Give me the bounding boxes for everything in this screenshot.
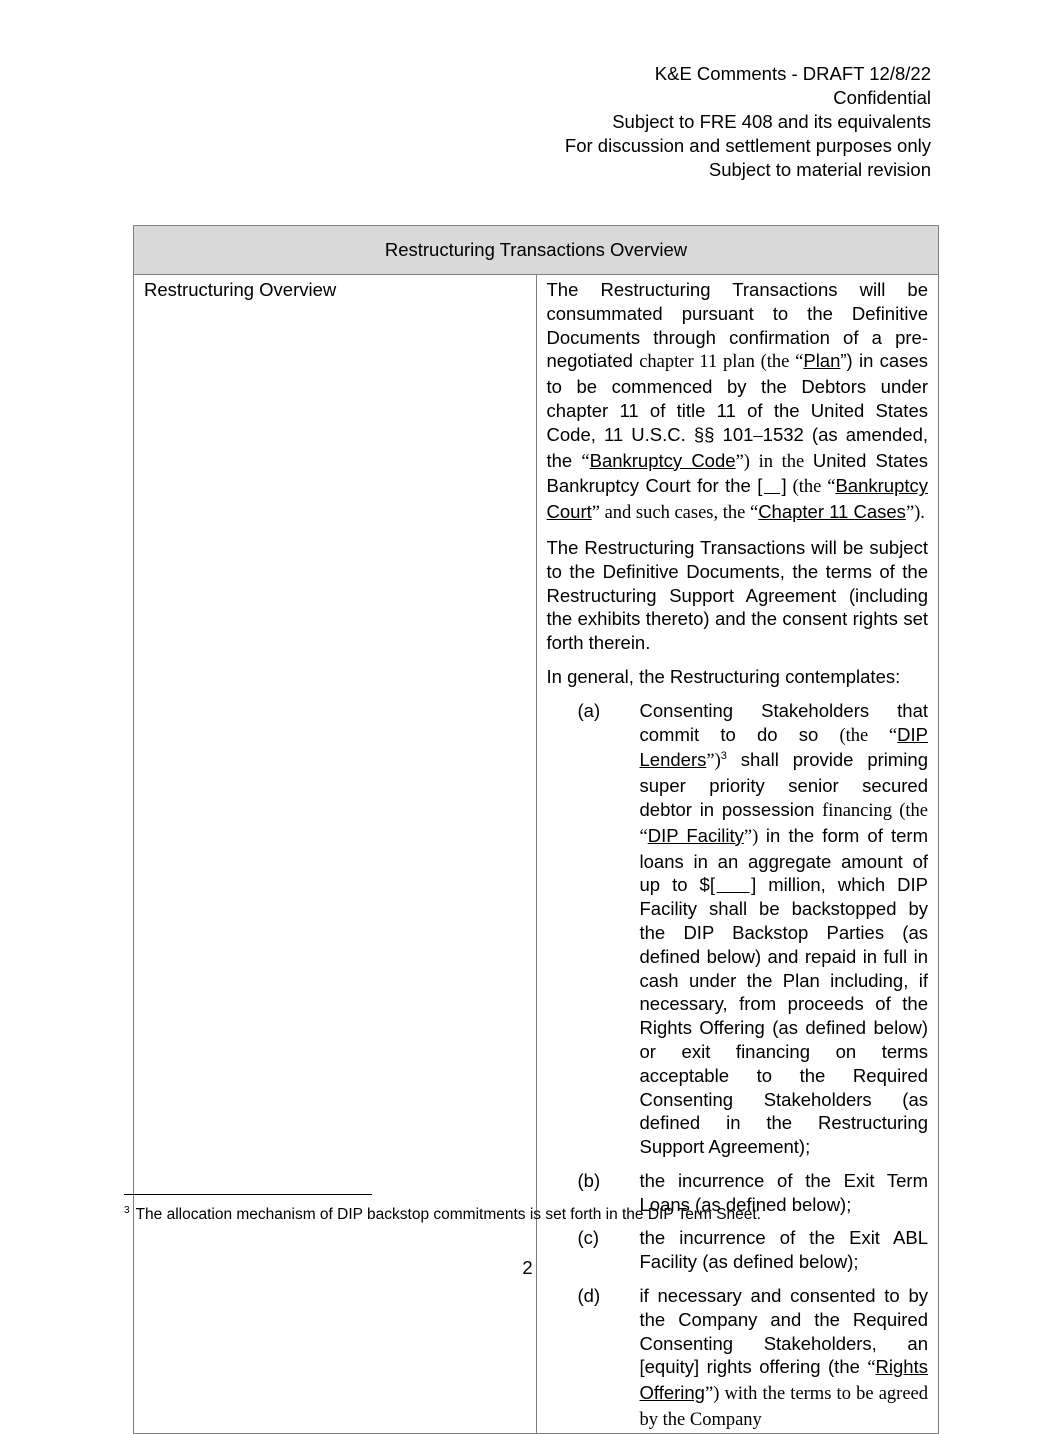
list-item-d	[547, 1284, 929, 1433]
list-text-d: if necessary and consented to by the Company and the Required Consenting Stakeholders, an [equity] rights offering (the “Rights Offering”) with the terms to be agreed by the Company	[639, 1285, 928, 1431]
paragraph-plan: The Restructuring Transactions will be consummated pursuant to the Definitive Documents through confirmation of a pre-negotiated chapter 11 plan (the “Plan”) in cases to be commenced by the Debtors under chapter 11 of title 11 of the United States Code, 11 U.S.C. §§ 101–1532 (as amended, the “Bankruptcy Code”) in the United States Bankruptcy Court for the [ ] (the “Bankruptcy Court” and such cases, the “Chapter 11 Cases”).	[546, 279, 929, 524]
defined-term-dip-facility: DIP Facility	[647, 824, 744, 846]
list-text-c: the incurrence of the Exit ABL Facility (as defined below);	[639, 1227, 928, 1273]
list-label-b: (b)	[577, 1169, 601, 1191]
page-number: 2	[522, 1257, 533, 1278]
defined-term-bankruptcy-court: Bankruptcy Court	[546, 475, 928, 523]
list-text-a: Consenting Stakeholders that commit to do so (the “DIP Lenders”)$^3$ shall provide priming super priority senior secured debtor in possession financing (the “DIP Facility”) in the form of term loans in an aggregate amount of up to $[ ] million, which DIP Facility shall be backstopped by the DIP Backstop Parties (as defined below) and repaid in full in cash under the Plan including, if necessary, from proceeds of the Rights Offering (as defined below) or exit financing on terms acceptable to the Required Consenting Stakeholders (as defined in the Restructuring Support Agreement);	[639, 699, 928, 1158]
footnote-number: 3	[124, 1204, 130, 1216]
defined-term-dip-lenders: DIP Lenders	[639, 723, 928, 771]
header-revision-line: Subject to material revision	[708, 159, 931, 180]
paragraph-definitive-documents: The Restructuring Transactions will be subject to the Definitive Documents, the terms of the Restructuring Support Agreement (including the exhibits thereto) and the consent rights set forth therein.	[546, 536, 928, 654]
list-label-c: (c)	[577, 1227, 600, 1249]
list-label-d: (d)	[577, 1285, 601, 1307]
header-draft-line: K&E Comments - DRAFT 12/8/22	[654, 63, 931, 84]
blank-court-district: [ ]	[757, 475, 787, 497]
footnote-ref-3[interactable]: 3	[720, 750, 727, 763]
header-confidential-line: Confidential	[833, 87, 931, 108]
list-label-a: (a)	[577, 699, 601, 721]
footnote-separator	[124, 1194, 372, 1195]
blank-dip-amount: [ ]	[709, 874, 757, 896]
paragraph-contemplates: In general, the Restructuring contemplates:	[546, 665, 901, 687]
table-title: Restructuring Transactions Overview	[134, 226, 939, 275]
list-item-a	[547, 699, 929, 1159]
header-discussion-line: For discussion and settlement purposes only	[564, 135, 931, 156]
list-text-b: the incurrence of the Exit Term Loans (as defined below);	[639, 1169, 928, 1215]
term-sheet-table	[133, 225, 939, 1434]
document-header	[565, 62, 931, 182]
defined-term-plan: Plan	[803, 350, 841, 372]
row-label: Restructuring Overview	[134, 275, 537, 1434]
header-fre-line: Subject to FRE 408 and its equivalents	[612, 111, 931, 132]
footnote-3	[124, 1205, 761, 1225]
defined-term-bankruptcy-code: Bankruptcy Code	[589, 449, 736, 471]
defined-term-rights-offering: Rights Offering	[639, 1356, 928, 1404]
footnote-text: The allocation mechanism of DIP backstop commitments is set forth in the DIP Term Sheet.	[135, 1206, 762, 1223]
defined-term-chapter-11-cases: Chapter 11 Cases	[758, 501, 906, 523]
